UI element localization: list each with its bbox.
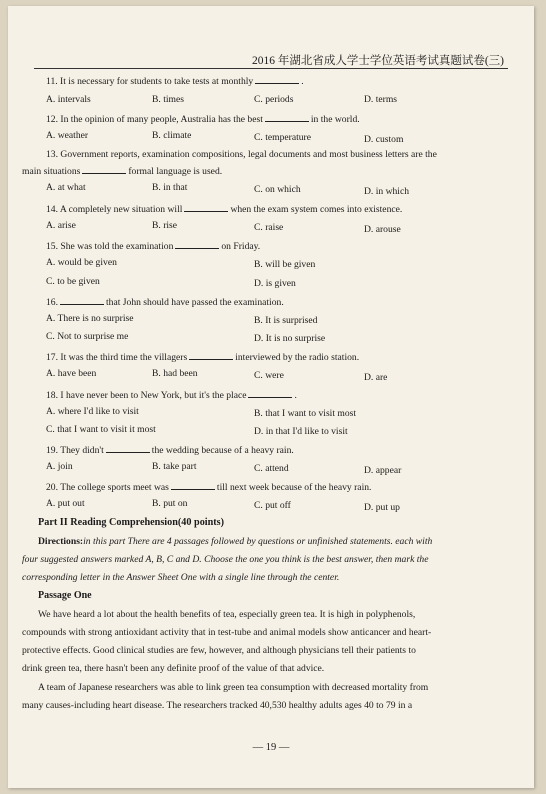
book-page bbox=[8, 6, 534, 788]
page-number: — 19 — bbox=[252, 742, 290, 753]
paragraph-line: protective effects. Good clinical studies are few, however, and although physicians tell their patients to bbox=[22, 645, 416, 656]
answer-blank bbox=[184, 202, 228, 212]
answer-blank bbox=[171, 480, 215, 490]
paragraph-line: We have heard a lot about the health benefits of tea, especially green tea. It is high in polyphenols, bbox=[38, 609, 416, 620]
paragraph-line: drink green tea, there hasn't been any definite proof of the value of that advice. bbox=[22, 663, 325, 674]
passage-title: Passage One bbox=[38, 590, 92, 601]
answer-blank bbox=[248, 388, 292, 398]
question-19: 19. They didn't the wedding because of a heavy rain. bbox=[46, 445, 294, 456]
answer-blank bbox=[106, 443, 150, 453]
option-a: A. arise bbox=[46, 220, 76, 231]
question-12: 12. In the opinion of many people, Australia has the best in the world. bbox=[46, 114, 360, 125]
question-16: 16. that John should have passed the examination. bbox=[46, 297, 284, 308]
option-b: B. times bbox=[152, 94, 184, 105]
question-20: 20. The college sports meet was till next week because of the heavy rain. bbox=[46, 482, 372, 493]
option-c: C. periods bbox=[254, 94, 294, 105]
option-a: A. at what bbox=[46, 182, 86, 193]
answer-blank bbox=[189, 350, 233, 360]
directions-line-2: four suggested answers marked A, B, C and D. Choose the one you think is the best answer, then mark the bbox=[22, 554, 429, 565]
running-header: 2016 年湖北省成人学士学位英语考试真题试卷(三) bbox=[251, 55, 504, 67]
option-c: C. on which bbox=[254, 184, 301, 195]
option-c: C. Not to surprise me bbox=[46, 331, 129, 342]
question-11: 11. It is necessary for students to take tests at monthly . bbox=[46, 76, 304, 87]
option-d: D. arouse bbox=[364, 224, 401, 235]
option-b: B. in that bbox=[152, 182, 188, 193]
option-a: A. weather bbox=[46, 130, 89, 141]
option-a: A. intervals bbox=[46, 94, 91, 105]
option-a: A. There is no surprise bbox=[46, 313, 134, 324]
paragraph-line: A team of Japanese researchers was able to link green tea consumption with decreased mortality from bbox=[38, 682, 429, 693]
answer-blank bbox=[60, 295, 104, 305]
answer-blank bbox=[82, 164, 126, 174]
option-d: D. custom bbox=[364, 134, 404, 145]
option-a: A. would be given bbox=[46, 257, 117, 268]
option-c: C. temperature bbox=[254, 132, 312, 143]
option-c: C. attend bbox=[254, 463, 289, 474]
directions-line-1: Directions:in this part There are 4 passages followed by questions or unfinished statements. each with bbox=[38, 536, 433, 547]
option-d: D. put up bbox=[364, 502, 400, 513]
option-d: D. terms bbox=[364, 94, 398, 105]
question-13: 13. Government reports, examination compositions, legal documents and most business letters are the bbox=[46, 149, 437, 160]
paragraph-line: many causes-including heart disease. The researchers tracked 40,530 healthy adults ages 40 to 79 in a bbox=[22, 700, 413, 711]
option-b: B. that I want to visit most bbox=[254, 408, 357, 419]
section-heading: Part II Reading Comprehension(40 points) bbox=[38, 517, 225, 528]
answer-blank bbox=[175, 239, 219, 249]
option-d: D. It is no surprise bbox=[254, 333, 326, 344]
question-18: 18. I have never been to New York, but it's the place . bbox=[46, 390, 297, 401]
option-b: B. rise bbox=[152, 220, 178, 231]
paragraph-line: compounds with strong antioxidant activity that in test-tube and animal models show anticancer and heart- bbox=[22, 627, 432, 638]
option-d: D. are bbox=[364, 372, 388, 383]
option-b: B. It is surprised bbox=[254, 315, 318, 326]
option-d: D. in that I'd like to visit bbox=[254, 426, 348, 437]
option-c: C. raise bbox=[254, 222, 284, 233]
directions-line-3: corresponding letter in the Answer Sheet One with a single line through the center. bbox=[22, 572, 340, 583]
option-b: B. had been bbox=[152, 368, 198, 379]
question-14: 14. A completely new situation will when the exam system comes into existence. bbox=[46, 204, 403, 215]
option-d: D. is given bbox=[254, 278, 296, 289]
option-a: A. have been bbox=[46, 368, 97, 379]
header-rule bbox=[34, 68, 508, 69]
option-b: B. take part bbox=[152, 461, 197, 472]
question-15: 15. She was told the examination on Friday. bbox=[46, 241, 261, 252]
answer-blank bbox=[265, 112, 309, 122]
option-a: A. put out bbox=[46, 498, 85, 509]
option-d: D. in which bbox=[364, 186, 410, 197]
option-b: B. climate bbox=[152, 130, 192, 141]
option-c: C. that I want to visit it most bbox=[46, 424, 156, 435]
option-c: C. were bbox=[254, 370, 284, 381]
option-d: D. appear bbox=[364, 465, 402, 476]
option-c: C. to be given bbox=[46, 276, 100, 287]
option-b: B. put on bbox=[152, 498, 188, 509]
answer-blank bbox=[255, 74, 299, 84]
option-c: C. put off bbox=[254, 500, 291, 511]
question-17: 17. It was the third time the villagers interviewed by the radio station. bbox=[46, 352, 360, 363]
option-b: B. will be given bbox=[254, 259, 316, 270]
question-13-cont: main situations formal language is used. bbox=[22, 166, 223, 177]
option-a: A. where I'd like to visit bbox=[46, 406, 139, 417]
option-a: A. join bbox=[46, 461, 73, 472]
